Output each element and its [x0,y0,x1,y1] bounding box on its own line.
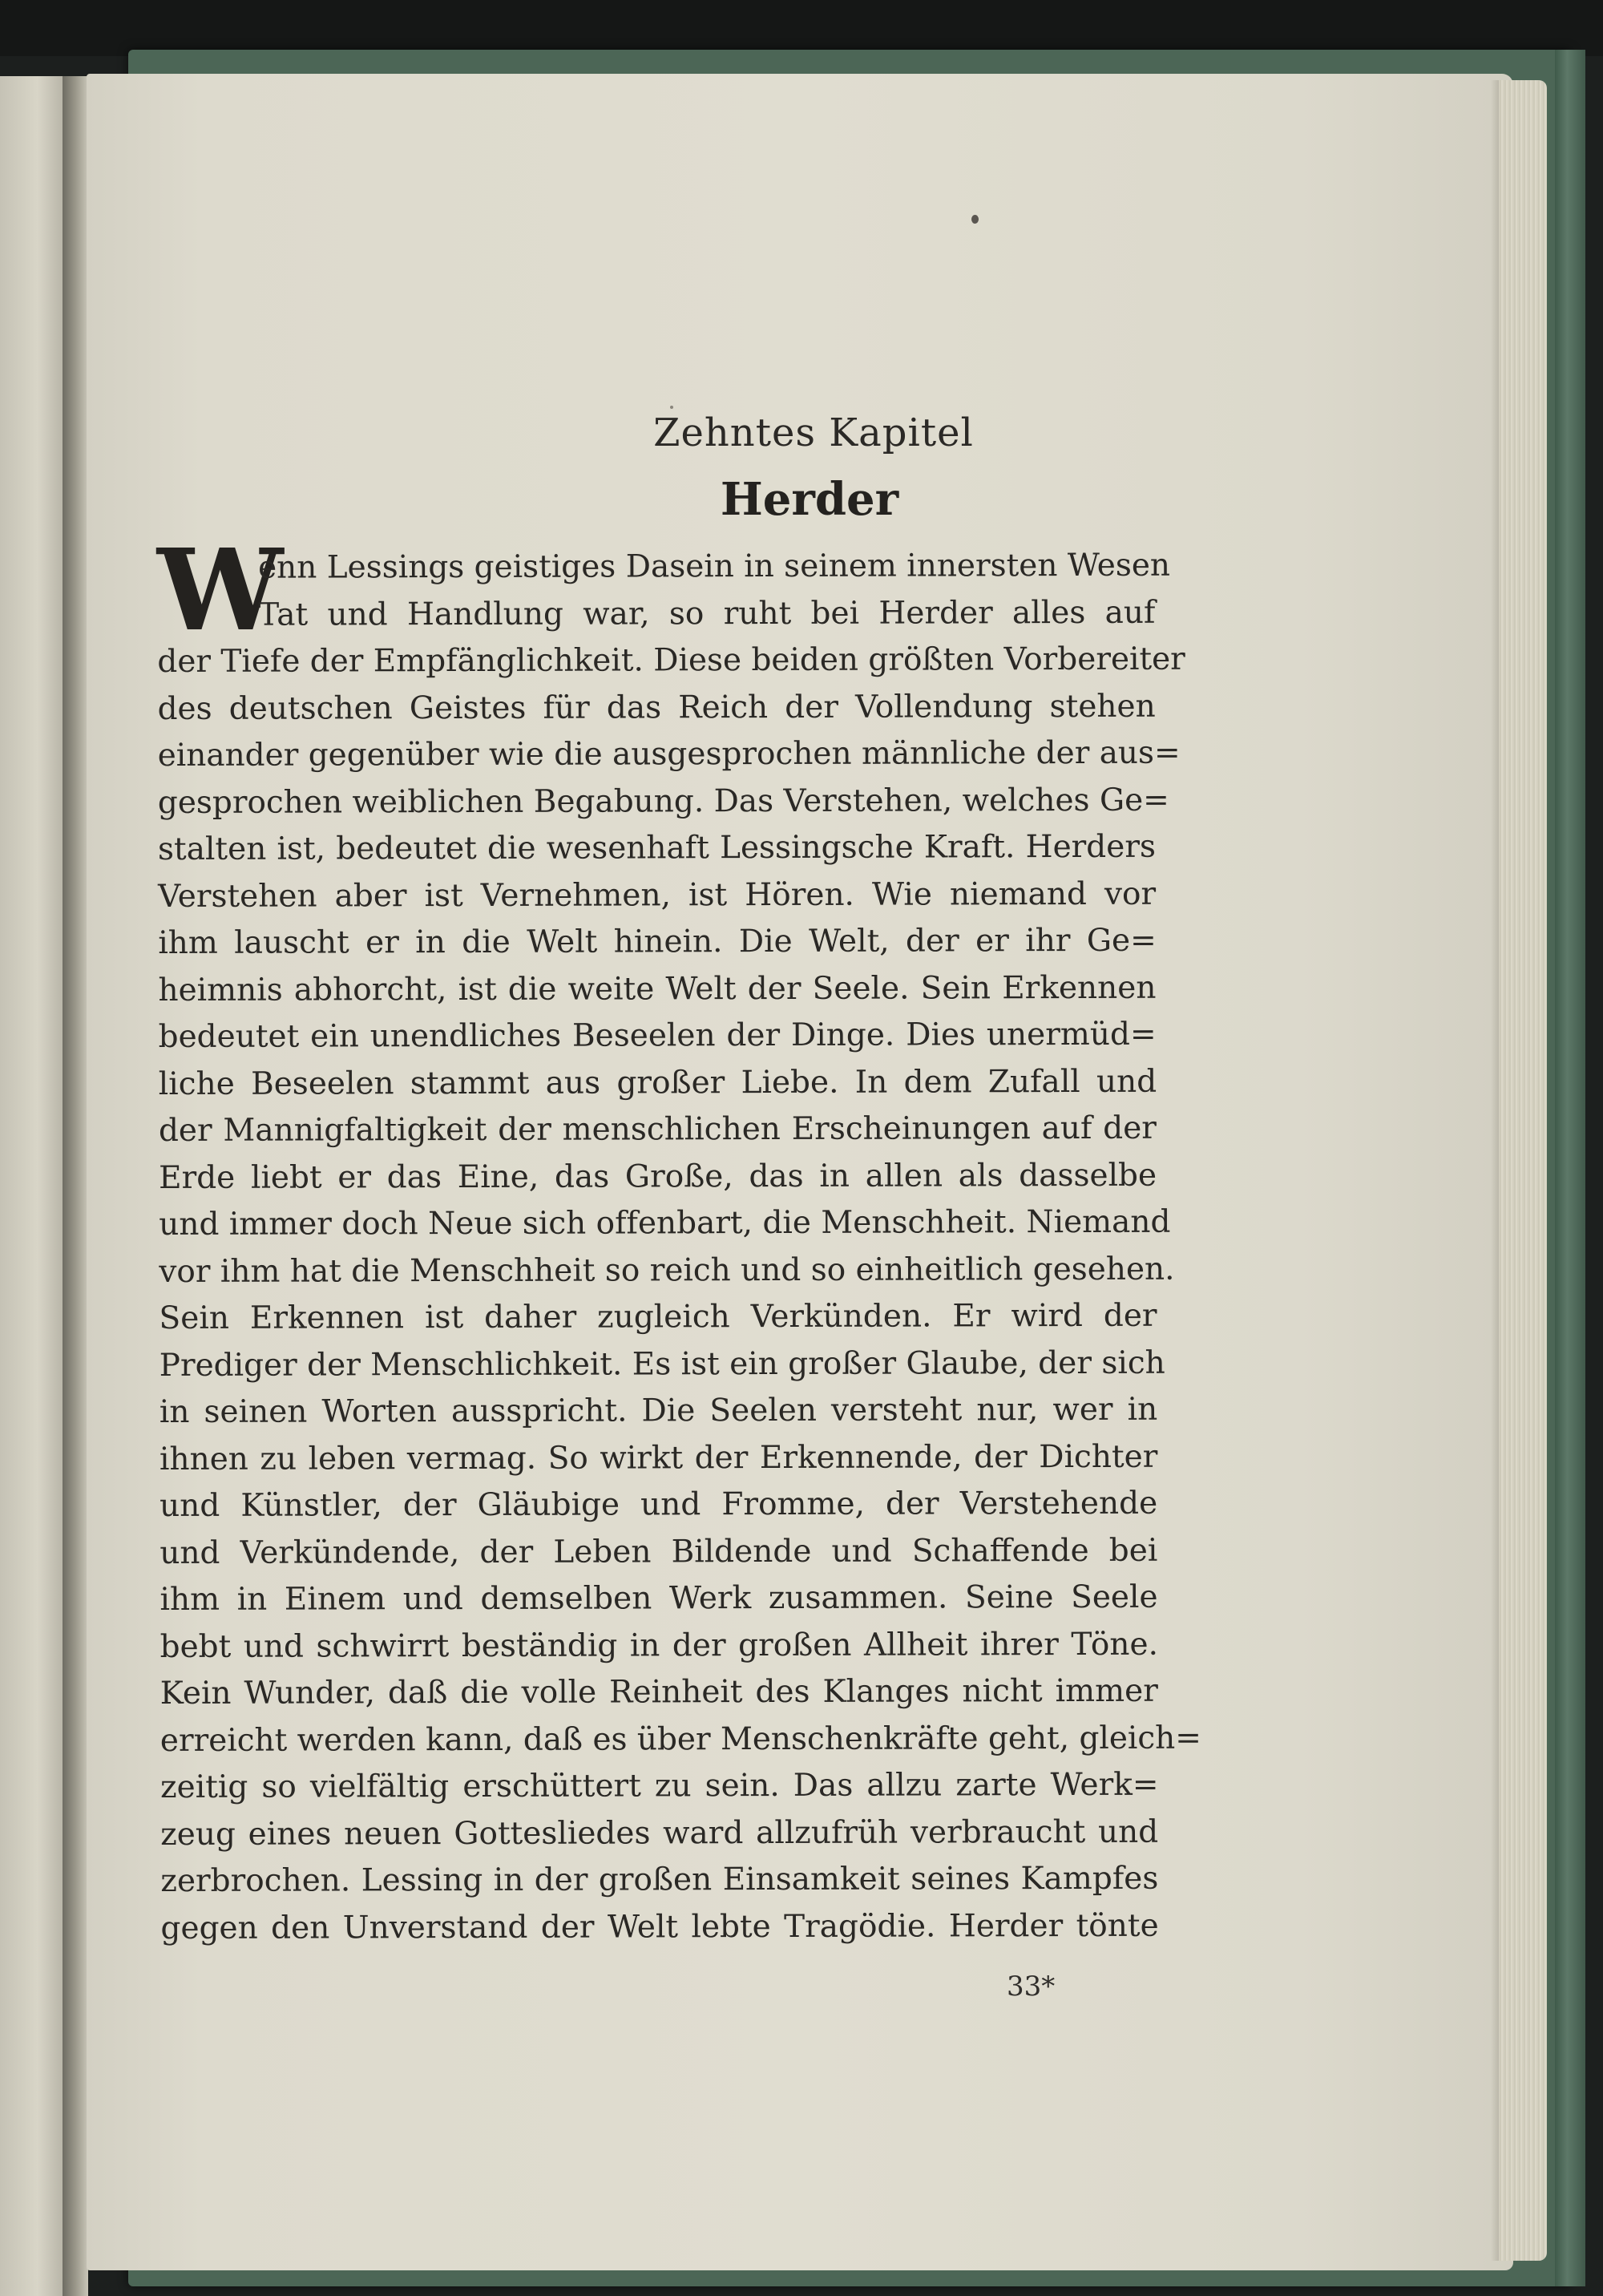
body-text [157,543,1201,1952]
book-gutter [63,76,88,2296]
previous-page-edge [0,76,63,2296]
text-line: ihm in Einem und demselben Werk zusammen. Seine Seele [159,1578,1158,1618]
page-number: 33* [1007,1971,1056,2003]
chapter-label: Zehntes Kapitel [653,410,974,455]
text-line: Sein Erkennen ist daher zugleich Verkünden. Er wird der [159,1297,1157,1336]
text-line: Erde liebt er das Eine, das Große, das in allen als dasselbe [159,1157,1157,1196]
text-line: und Verkündende, der Leben Bildende und Schaffende bei [159,1532,1158,1571]
text-line: enn Lessings geistiges Dasein in seinem innersten Wesen [258,547,1171,586]
text-line: heimnis abhorcht, ist die weite Welt der Seele. Sein Erkennen [158,969,1157,1009]
text-line: der Tiefe der Empfänglichkeit. Diese beiden größten Vorbereiter [157,641,1185,680]
text-line: des deutschen Geistes für das Reich der Vollendung stehen [157,688,1156,727]
chapter-title: Herder [720,473,899,526]
page-stack [1499,80,1547,2261]
text-line: zeug eines neuen Gottesliedes ward allzufrüh verbraucht und [160,1813,1159,1853]
text-line: stalten ist, bedeutet die wesenhaft Lessingsche Kraft. Herders [157,828,1157,867]
text-line: Prediger der Menschlichkeit. Es ist ein großer Glaube, der sich [159,1344,1165,1384]
text-line: Kein Wunder, daß die volle Reinheit des Klanges nicht immer [159,1672,1158,1712]
text-line: vor ihm hat die Menschheit so reich und so einheitlich gesehen. [159,1251,1175,1290]
text-line: in seinen Worten ausspricht. Die Seelen versteht nur, wer in [159,1391,1158,1430]
text-line: zerbrochen. Lessing in der großen Einsamkeit seines Kampfes [160,1860,1159,1899]
text-line: ihm lauscht er in die Welt hinein. Die Welt, der er ihr Ge= [158,922,1157,961]
ink-speck [971,215,979,224]
text-line: bedeutet ein unendliches Beseelen der Dinge. Dies unermüd= [158,1016,1157,1055]
text-line: und immer doch Neue sich offenbart, die Menschheit. Niemand [159,1203,1171,1243]
text-line: Verstehen aber ist Vernehmen, ist Hören. Wie niemand vor [158,875,1157,915]
background [0,0,1603,56]
cover-edge [1555,50,1585,2286]
text-line: erreicht werden kann, daß es über Menschenkräfte geht, gleich= [159,1720,1201,1759]
text-line: und Künstler, der Gläubige und Fromme, der Verstehende [159,1485,1158,1524]
text-line: gesprochen weiblichen Begabung. Das Verstehen, welches Ge= [157,782,1169,821]
drop-cap: W [157,525,284,657]
text-line: liche Beseelen stammt aus großer Liebe. In dem Zufall und [158,1063,1157,1102]
text-line: zeitig so vielfältig erschüttert zu sein. Das allzu zarte Werk= [159,1766,1159,1805]
text-line: der Mannigfaltigkeit der menschlichen Erscheinungen auf der [158,1110,1157,1149]
text-line: bebt und schwirrt beständig in der großen Allheit ihrer Töne. [159,1626,1159,1665]
text-line: ihnen zu leben vermag. So wirkt der Erkennende, der Dichter [159,1438,1158,1477]
text-line: einander gegenüber wie die ausgesprochen männliche der aus= [157,734,1181,774]
ink-speck [670,406,673,409]
text-line: Tat und Handlung war, so ruht bei Herder alles auf [258,594,1156,633]
text-line: gegen den Unverstand der Welt lebte Tragödie. Herder tönte [160,1907,1159,1946]
